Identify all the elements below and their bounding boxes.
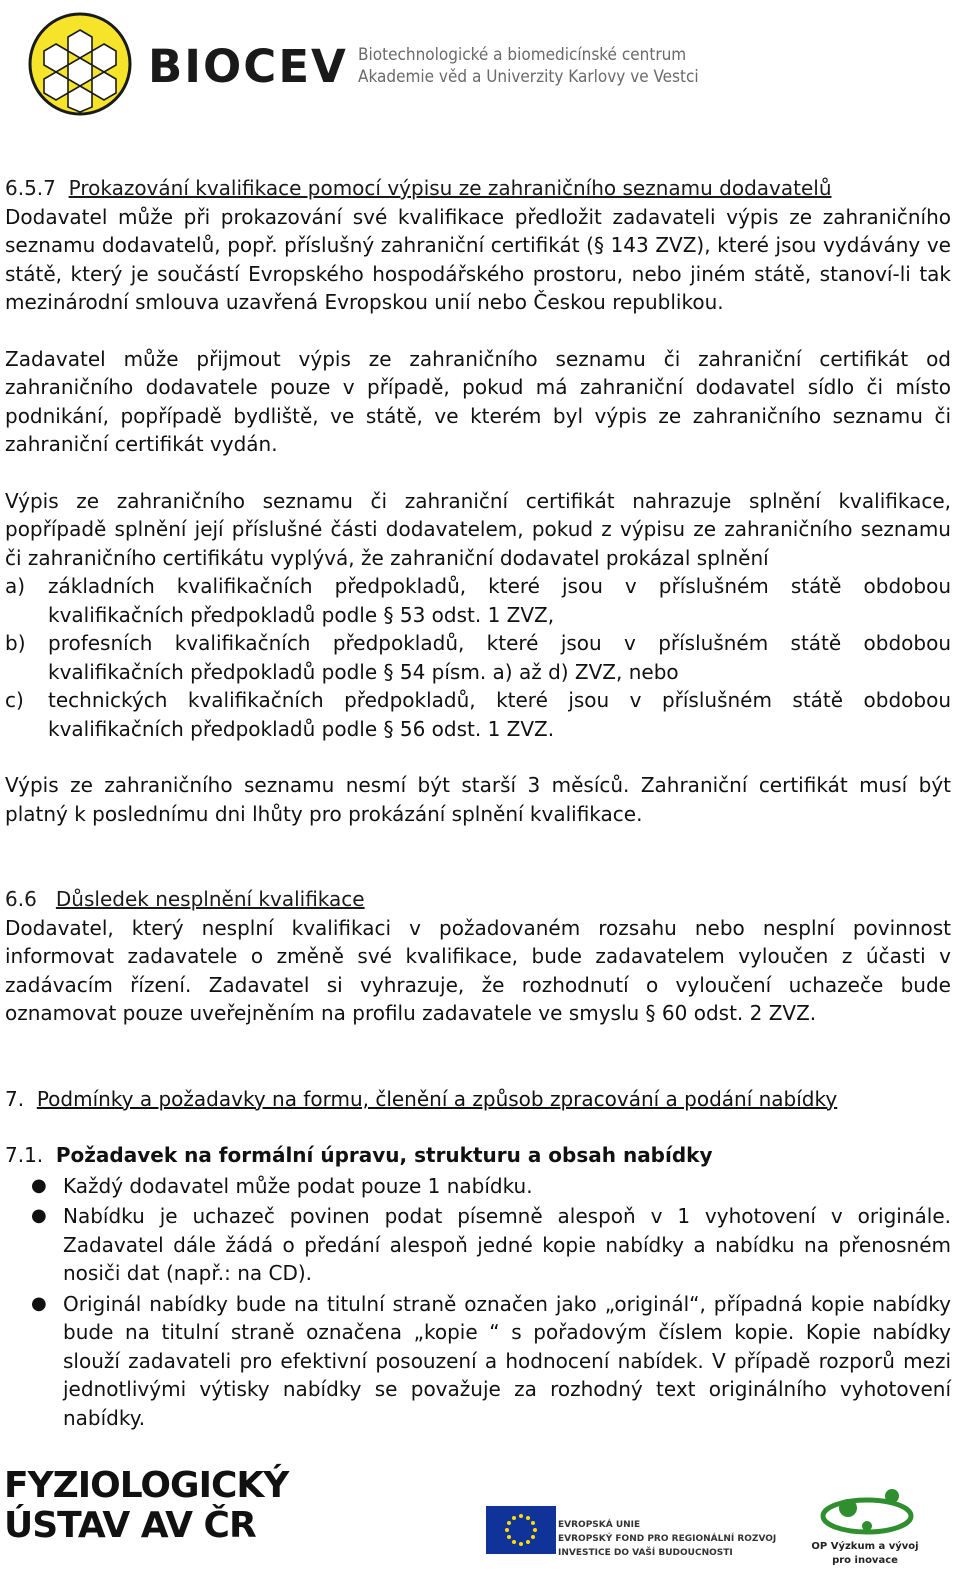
list-item: [5, 1202, 951, 1288]
eu-flag-icon: [486, 1506, 556, 1554]
bullet-icon: ●: [31, 1292, 47, 1314]
section-heading-6-6: [5, 885, 951, 914]
brand-name: BIOCEV: [148, 40, 348, 93]
op-caption: [810, 1540, 920, 1568]
op-vavpi-logo-icon: [812, 1478, 922, 1538]
list-item: [5, 572, 951, 629]
bullet-list: [5, 1172, 951, 1433]
biocev-hexagon-logo: [26, 12, 134, 116]
section-title: Podmínky a požadavky na formu, členění a způsob zpracování a podání nabídky: [36, 1086, 838, 1111]
paragraph: Výpis ze zahraničního seznamu nesmí být starší 3 měsíců. Zahraniční certifikát musí být platný k poslednímu dni lhůty pro prokázání splnění kvalifikace.: [5, 773, 951, 826]
bullet-icon: ●: [31, 1205, 47, 1226]
document-body: [5, 174, 951, 1434]
paragraph: Výpis ze zahraničního seznamu či zahraniční certifikát nahrazuje splnění kvalifikace, popřípadě splnění její příslušné části dodavatelem, pokud z výpisu ze zahraničního seznamu či zahraničního certifikátu vyplývá, že zahraniční dodavatel prokázal splnění: [5, 488, 951, 570]
list-item-text: technických kvalifikačních předpokladů, které jsou v příslušném státě obdobou kvalifikačních předpokladů podle § 56 odst. 1 ZVZ.: [48, 688, 951, 741]
list-item: [5, 629, 951, 686]
list-marker: c): [5, 688, 24, 712]
list-item-text: Originál nabídky bude na titulní straně označen jako „originál“, případná kopie nabídky bude na titulní straně označena „kopie “ s pořadovým číslem kopie. Kopie nabídky slouží zadavateli pro efektivní posouzení a hodnocení nabídek. V případě rozporů mezi jednotlivými výtisky nabídky se považuje za rozhodný text originálního vyhotovení nabídky.: [63, 1291, 951, 1430]
section-title: Prokazování kvalifikace pomocí výpisu ze zahraničního seznamu dodavatelů: [68, 176, 832, 200]
logo-line1: FYZIOLOGICKÝ: [4, 1465, 289, 1506]
section-title: Důsledek nesplnění kvalifikace: [55, 887, 365, 911]
paragraph: Dodavatel může při prokazování své kvalifikace předložit zadavateli výpis ze zahraničního seznamu dodavatelů, popř. příslušný zahraniční certifikát (§ 143 ZVZ), které jsou vydávány ve státě, který je součástí Evropského hospodářského prostoru, nebo jiném státě, stanoví-li tak mezinárodní smlouva uzavřená Evropskou unií nebo Českou republikou.: [5, 204, 951, 314]
list-item: [5, 1290, 951, 1433]
section-number: 7.: [5, 1086, 25, 1111]
op-caption-line2: pro inovace: [832, 1555, 898, 1566]
brand-subtitle-line2: Akademie věd a Univerzity Karlovy ve Vestci: [358, 67, 699, 87]
list-item: [5, 1172, 951, 1201]
paragraph: Zadavatel může přijmout výpis ze zahraničního seznamu či zahraniční certifikát od zahraničního dodavatele pouze v případě, pokud má zahraniční dodavatel sídlo či místo podnikání, popřípadě bydliště, ve státě, ve kterém byl výpis ze zahraničního seznamu či zahraniční certifikát vydán.: [5, 346, 951, 456]
eu-caption-line3: INVESTICE DO VAŠÍ BUDOUCNOSTI: [558, 1548, 733, 1558]
eu-caption-line2: EVROPSKÝ FOND PRO REGIONÁLNÍ ROZVOJ: [558, 1534, 777, 1544]
section-number: 6.5.7: [5, 176, 56, 200]
op-caption-line1: OP Výzkum a vývoj: [811, 1541, 919, 1552]
list-item-text: Každý dodavatel může podat pouze 1 nabídku.: [63, 1173, 533, 1198]
section-title: Požadavek na formální úpravu, strukturu a obsah nabídky: [55, 1143, 713, 1167]
fyziologicky-ustav-logo: [4, 1466, 288, 1546]
section-heading-6-5-7: [5, 174, 951, 203]
list-item-text: Nabídku je uchazeč povinen podat písemně alespoň v 1 vyhotovení v originále. Zadavatel dále žádá o předání alespoň jedné kopie nabídky a nabídku na přenosném nosiči dat (např.: na CD).: [63, 1204, 951, 1285]
logo-line2: ÚSTAV AV ČR: [4, 1505, 256, 1546]
eu-caption-line1: EVROPSKÁ UNIE: [558, 1520, 641, 1530]
section-heading-7: [5, 1085, 951, 1114]
lettered-list: [5, 572, 951, 743]
list-item: [5, 686, 951, 743]
list-marker: b): [5, 631, 26, 655]
list-item-text: profesních kvalifikačních předpokladů, které jsou v příslušném státě obdobou kvalifikačních předpokladů podle § 54 písm. a) až d) ZVZ, nebo: [48, 631, 951, 684]
section-number: 7.1.: [5, 1143, 44, 1167]
paragraph: Dodavatel, který nesplní kvalifikaci v požadovaném rozsahu nebo nesplní povinnost informovat zadavatele o změně své kvalifikace, bude zadavatelem vyloučen z účasti v zadávacím řízení. Zadavatel si vyhrazuje, že rozhodnutí o vyloučení uchazeče bude oznamovat pouze uveřejněním na profilu zadavatele ve smyslu § 60 odst. 2 ZVZ.: [5, 915, 951, 1025]
page-header: [0, 0, 960, 130]
section-heading-7-1: [5, 1141, 951, 1170]
page-footer: [0, 1460, 960, 1577]
bullet-icon: ●: [31, 1174, 47, 1196]
list-marker: a): [5, 574, 26, 598]
brand-subtitle-line1: Biotechnologické a biomedicínské centrum: [358, 45, 687, 65]
brand-subtitle: [358, 44, 699, 88]
list-item-text: základních kvalifikačních předpokladů, které jsou v příslušném státě obdobou kvalifikačních předpokladů podle § 53 odst. 1 ZVZ,: [48, 574, 951, 627]
section-number: 6.6: [5, 887, 37, 911]
eu-caption: [558, 1518, 776, 1560]
